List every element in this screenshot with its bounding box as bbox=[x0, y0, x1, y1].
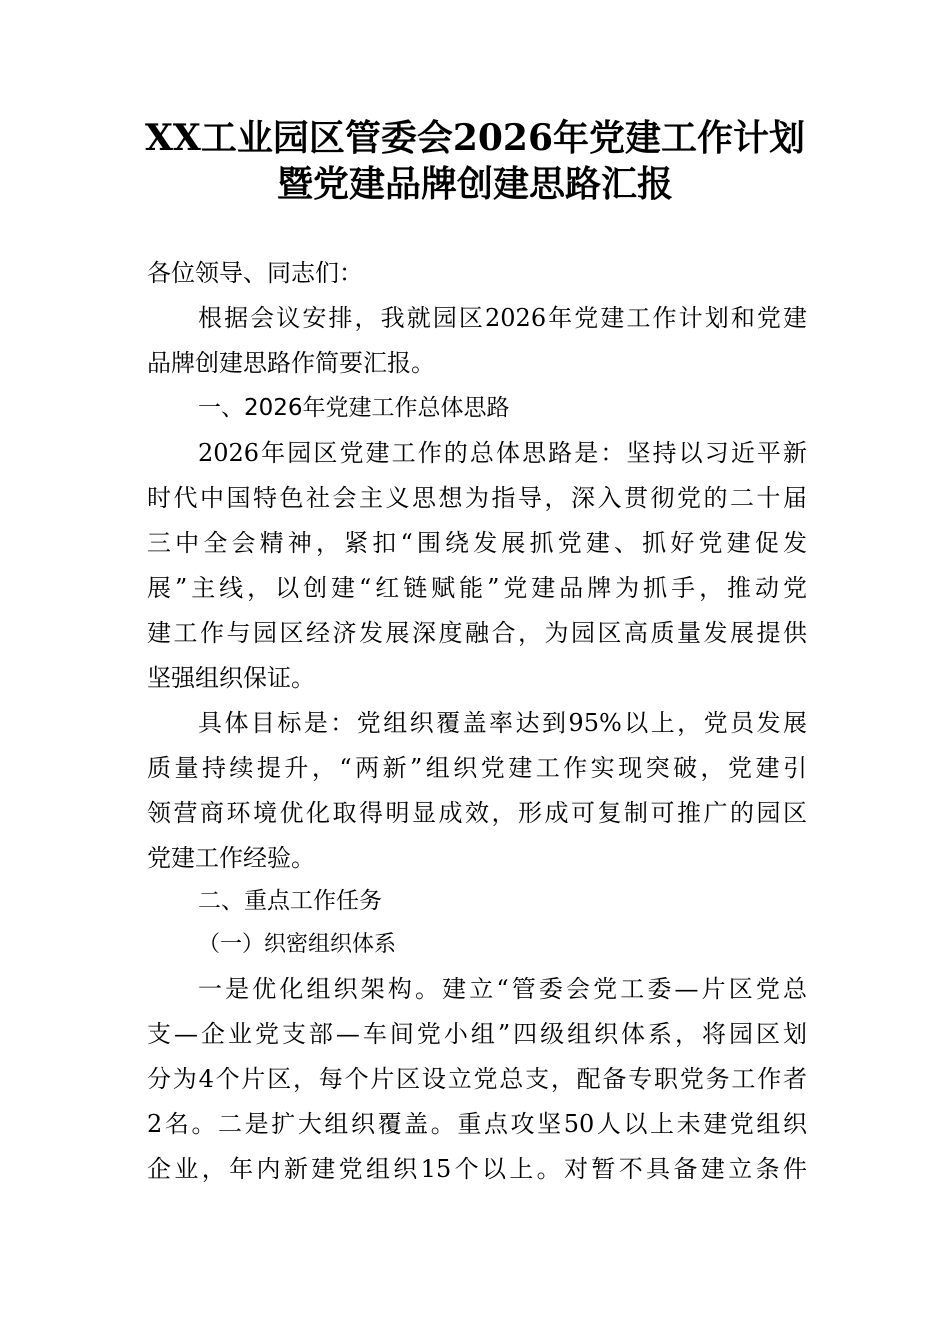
section-1-paragraph-1-line: 三中全会精神，紧扣“围绕发展抓党建、抓好党建促发 bbox=[147, 529, 807, 557]
section-1-paragraph-2-line: 党建工作经验。 bbox=[147, 844, 315, 872]
section-1-paragraph-2-line: 质量持续提升，“两新”组织党建工作实现突破，党建引 bbox=[147, 754, 807, 782]
document-title-line-2: 暨党建品牌创建思路汇报 bbox=[276, 163, 673, 205]
section-1-heading: 一、2026年党建工作总体思路 bbox=[198, 395, 510, 421]
salutation: 各位领导、同志们： bbox=[147, 259, 363, 287]
section-1-paragraph-1-line: 2026年园区党建工作的总体思路是：坚持以习近平新 bbox=[198, 439, 807, 467]
section-1-paragraph-1-line: 时代中国特色社会主义思想为指导，深入贯彻党的二十届 bbox=[147, 484, 807, 512]
section-1-paragraph-2-line: 领营商环境优化取得明显成效，形成可复制可推广的园区 bbox=[147, 799, 807, 827]
section-2-paragraph-1-line: 分为4个片区，每个片区设立党总支，配备专职党务工作者 bbox=[147, 1065, 807, 1093]
intro-line: 品牌创建思路作简要汇报。 bbox=[147, 349, 435, 377]
section-1-paragraph-1-line: 展”主线，以创建“红链赋能”党建品牌为抓手，推动党 bbox=[147, 574, 807, 602]
section-2-paragraph-1-line: 支—企业党支部—车间党小组”四级组织体系，将园区划 bbox=[147, 1020, 807, 1048]
section-2-paragraph-1-line: 2名。二是扩大组织覆盖。重点攻坚50人以上未建党组织 bbox=[147, 1110, 807, 1138]
section-1-paragraph-1-line: 坚强组织保证。 bbox=[147, 664, 315, 692]
section-2-subheading: （一）织密组织体系 bbox=[198, 932, 397, 957]
section-1-paragraph-2-line: 具体目标是：党组织覆盖率达到95%以上，党员发展 bbox=[198, 709, 807, 737]
section-2-paragraph-1-line: 一是优化组织架构。建立“管委会党工委—片区党总 bbox=[198, 975, 807, 1003]
section-2-paragraph-1-line: 企业，年内新建党组织15个以上。对暂不具备建立条件 bbox=[147, 1155, 807, 1183]
intro-line: 根据会议安排，我就园区2026年党建工作计划和党建 bbox=[198, 304, 807, 332]
document-title-line-1: XX工业园区管委会2026年党建工作计划 bbox=[144, 117, 806, 159]
section-2-heading: 二、重点工作任务 bbox=[198, 888, 382, 914]
section-1-paragraph-1-line: 建工作与园区经济发展深度融合，为园区高质量发展提供 bbox=[147, 619, 807, 647]
